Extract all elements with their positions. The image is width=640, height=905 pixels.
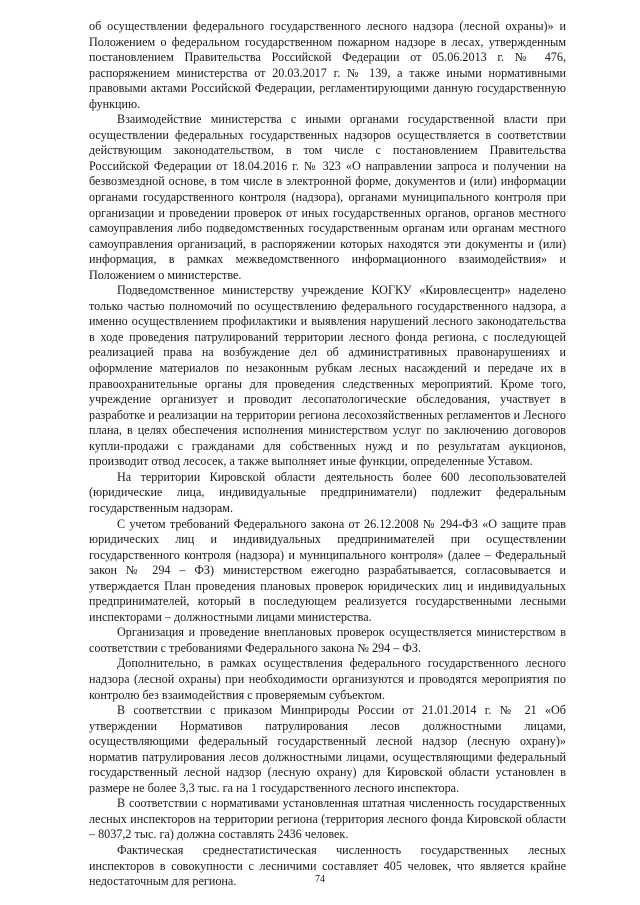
paragraph-patrol-norms: В соответствии с приказом Минприроды России от 21.01.2014 г. № 21 «Об утверждении Нормативов патрулирования лесов должностными лицами, осуществляющими федеральный государственный лесной надзор (лесную охрану)» норматив патрулирования лесов должностными лицами, осуществляющими федеральный государственный лесной надзор (лесную охрану) для Кировской области установлен в размере не более 3,3 тыс. га на 1 государственного лесного инспектора.: [89, 703, 566, 795]
paragraph-staff-norm: В соответствии с нормативами установленная штатная численность государственных лесных инспекторов на территории региона (территория лесного фонда Кировской области – 8037,2 тыс. га) должна составлять 2436 человек.: [89, 796, 566, 842]
paragraph-actual-staff: Фактическая среднестатистическая численность государственных лесных инспекторов в совокупности с лесничими составляет 405 человек, что является крайне недостаточным для региона.: [89, 842, 566, 889]
paragraph-kirovlescentr: Подведомственное министерству учреждение КОГКУ «Кировлесцентр» наделено только частью полномочий по осуществлению федерального государственного надзора, а именно осуществлением профилактики и выявления нарушений лесного законодательства в ходе проведения патрулирований территории лесного фонда региона, с последующей реализацией права на возбуждение дел об административных правонарушениях и оформление материалов по незаконным рубкам лесных насаждений и передаче их в правоохранительные органы для проведения следственных мероприятий. Кроме того, учреждение организует и проводит лесопатологические обследования, участвует в разработке и реализации на территории региона лесохозяйственных регламентов и Лесного плана, в целях обеспечения исполнения министерством услуг по заключению договоров купли-продажи с гражданами для собственных нужд и по результатам аукционов, производит отвод лесосек, а также выполняет иные функции, определенные Уставом.: [89, 283, 566, 469]
paragraph-continuation: об осуществлении федерального государственного лесного надзора (лесной охраны)» и Положением о федеральном государственном пожарном надзоре в лесах, утвержденным постановлением Правительства Российской Федерации от 05.06.2013 г. № 476, распоряжением министерства от 20.03.2017 г. № 139, а также иными нормативными правовыми актами Российской Федерации, регламентирующими данную государственную функцию.: [89, 19, 566, 111]
paragraph-additional-measures: Дополнительно, в рамках осуществления федерального государственного лесного надзора (лесной охраны) при необходимости организуются и проводятся мероприятия по контролю без взаимодействия с проверяемым субъектом.: [89, 656, 566, 702]
paragraph-forest-users: На территории Кировской области деятельность более 600 лесопользователей (юридические лица, индивидуальные предприниматели) подлежит федеральным государственным надзорам.: [89, 469, 566, 515]
paragraph-federal-law-294: С учетом требований Федерального закона от 26.12.2008 № 294-ФЗ «О защите прав юридических лиц и индивидуальных предпринимателей при осуществлении государственного контроля (надзора) и муниципального контроля» (далее – Федеральный закон № 294 – ФЗ) министерством ежегодно разрабатывается, согласовывается и утверждается План проведения плановых проверок юридических лиц и индивидуальных предпринимателей, который в последующем реализуется государственными лесными инспекторами – должностными лицами министерства.: [89, 516, 566, 624]
paragraph-unscheduled-inspections: Организация и проведение внеплановых проверок осуществляется министерством в соответствии с требованиями Федерального закона № 294 – ФЗ.: [89, 625, 566, 655]
page-number: 74: [315, 874, 325, 885]
paragraph-interaction: Взаимодействие министерства с иными органами государственной власти при осуществлении федеральных государственных надзоров осуществляется в соответствии действующим законодательством, в том числе с постановлением Правительства Российской Федерации от 18.04.2016 г. № 323 «О направлении запроса и получении на безвозмездной основе, в том числе в электронной форме, документов и (или) информации органами государственного контроля (надзора), органами муниципального контроля при организации и проведении проверок от иных государственных органов, органов местного самоуправления либо подведомственных государственным органам или органам местного самоуправления организаций, в распоряжении которых находятся эти документы и (или) информация, в рамках межведомственного информационного взаимодействия» и Положением о министерстве.: [89, 112, 566, 282]
document-body: [89, 19, 566, 890]
